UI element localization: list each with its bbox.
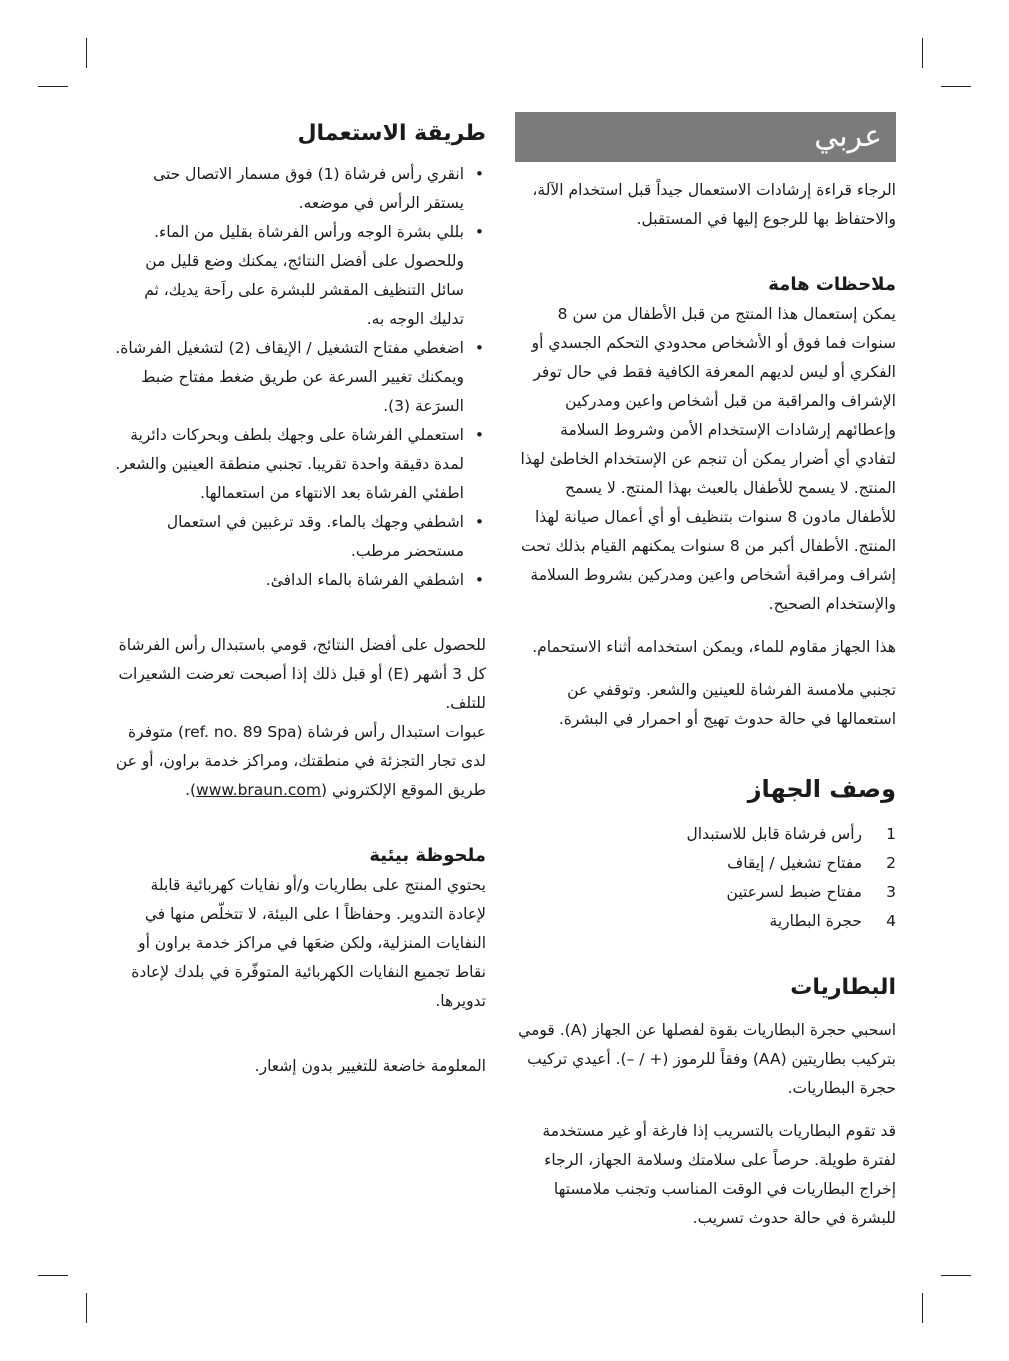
usage-steps — [112, 160, 486, 595]
intro-text: الرجاء قراءة إرشادات الاستعمال جيداً قبل استخدام الآلة، والاحتفاظ بها للرجوع إليها في المستقبل. — [532, 181, 896, 228]
batteries-paragraph: قد تقوم البطاريات بالتسريب إذا فارغة أو غير مستخدمة لفترة طويلة. حرصاً على سلامتك وسلامة الجهاز، الرجاء إخراج البطاريات في الوقت المناسب وتجنب ملامستها للبشرة في حالة حدوث تسريب. — [542, 1122, 896, 1227]
crop-mark — [922, 38, 923, 68]
usage-step: • استعملي الفرشاة على وجهك بلطف وبحركات دائرية لمدة دقيقة واحدة تقريبا. تجنبي منطقة العينين والشعر. اطفئي الفرشاة بعد الانتهاء من استعمالها. — [112, 421, 486, 508]
part-number: 4 — [886, 912, 896, 930]
crop-mark — [38, 86, 68, 87]
part-label: حجرة البطارية — [769, 912, 862, 930]
availability-text: عبوات استبدال رأس فرشاة (ref. no. 89 Spa) متوفرة لدى تجار التجزئة في منطقتك، ومراكز خدمة براون، أو عن طريق الموقع الإلكتروني (www.braun.com). — [115, 723, 486, 799]
notice-text: المعلومة خاضعة للتغيير بدون إشعار. — [254, 1057, 486, 1075]
important-notes-paragraph: يمكن إستعمال هذا المنتج من قبل الأطفال من سن 8 سنوات فما فوق أو الأشخاص محدودي التحكم الجسدي أو الفكري أو ليس لديهم المعرفة الكافية فقط في حال توفر الإشراف والمراقبة من قبل أشخاص واعين ومدركين وإعطائهم إرشادات الإستخدام الأمن وشروط السلامة لتفادي أي أضرار يمكن أن تنجم عن الإستخدام الخاطئ لهذا المنتج. لا يسمح للأطفال بالعبث بهذا المنتج. لا يسمح للأطفال مادون 8 سنوات بتنظيف أو أي أعمال صيانة لهذا المنتج. الأطفال أكبر من 8 سنوات يمكنهم القيام بذلك تحت إشراف ومراقبة أشخاص واعين ومدركين بشروط السلامة والإستخدام الصحيح. — [520, 305, 896, 613]
crop-mark — [922, 1293, 923, 1323]
crop-mark — [941, 86, 971, 87]
parts-list — [515, 820, 896, 936]
usage-title: طريقة الاستعمال — [297, 121, 486, 146]
batteries-paragraph: اسحبي حجرة البطاريات بقوة لفصلها عن الجهاز (A). قومي بتركيب بطاريتين (AA) وفقاً للرموز (+ / –). أعيدي تركيب حجرة البطاريات. — [518, 1021, 896, 1097]
part-number: 3 — [886, 883, 896, 901]
language-banner — [515, 112, 896, 162]
batteries-title: البطاريات — [790, 975, 896, 1000]
language-label: عربي — [814, 119, 882, 154]
part-item — [515, 907, 896, 936]
part-label: مفتاح تشغيل / إيقاف — [727, 854, 862, 872]
part-number: 1 — [886, 825, 896, 843]
left-column — [112, 118, 486, 1081]
environment-title: ملحوظة بيئية — [369, 845, 486, 866]
replacement-text: للحصول على أفضل النتائج، قومي باستبدال رأس الفرشاة كل 3 أشهر (E) أو قبل ذلك إذا أصبحت تعرضت الشعيرات للتلف. — [118, 636, 486, 712]
part-item — [515, 878, 896, 907]
important-notes-title: ملاحظات هامة — [768, 274, 896, 295]
part-label: رأس فرشاة قابل للاستبدال — [686, 825, 862, 843]
usage-step: • انقري رأس فرشاة (1) فوق مسمار الاتصال حتى يستقر الرأس في موضعه. — [112, 160, 486, 218]
usage-step: • اضغطي مفتاح التشغيل / الإيقاف (2) لتشغيل الفرشاة. ويمكنك تغيير السرعة عن طريق ضغط مفتاح ضبط السرَعة (3). — [112, 334, 486, 421]
right-column — [515, 112, 896, 1233]
crop-mark — [941, 1275, 971, 1276]
crop-mark — [86, 1293, 87, 1323]
part-item — [515, 849, 896, 878]
crop-mark — [86, 38, 87, 68]
website-link[interactable]: www.braun.com — [196, 781, 321, 799]
usage-step: • اشطفي الفرشاة بالماء الدافئ. — [112, 566, 486, 595]
crop-mark — [38, 1275, 68, 1276]
part-label: مفتاح ضبط لسرعتين — [726, 883, 862, 901]
availability-prefix: عبوات استبدال رأس فرشاة (ref. no. 89 Spa) متوفرة لدى تجار التجزئة في منطقتك، ومراكز خدمة براون، أو عن طريق الموقع الإلكتروني — [115, 723, 486, 799]
usage-step: • اشطفي وجهك بالماء. وقد ترغبين في استعمال مستحضر مرطب. — [112, 508, 486, 566]
usage-step: • بللي بشرة الوجه ورأس الفرشاة بقليل من الماء. وللحصول على أفضل النتائج، يمكنك وضع قليل من سائل التنظيف المقشر للبشرة على راَحة يديك، ثم تدليك الوجه به. — [112, 218, 486, 334]
device-description-title: وصف الجهاز — [747, 775, 896, 803]
important-notes-paragraph: تجنبي ملامسة الفرشاة للعينين والشعر. وتوقفي عن استعمالها في حالة حدوث تهيج أو احمرار في البشرة. — [558, 681, 896, 728]
important-notes-paragraph: هذا الجهاز مقاوم للماء، ويمكن استخدامه أثناء الاستحمام. — [532, 638, 896, 656]
part-number: 2 — [886, 854, 896, 872]
environment-text: يحتوي المنتج على بطاريات و/أو نفايات كهربائية قابلة لإعادة التدوير. وحفاظاً ا على البيئة، لا تتخلّص منها في النفايات المنزلية، ولكن ضعَها في مراكز خدمة براون أو نقاط تجميع النفايات الكهربائية المتوفّرة في بلدك لإعادة تدويرها. — [131, 876, 486, 1010]
part-item — [515, 820, 896, 849]
